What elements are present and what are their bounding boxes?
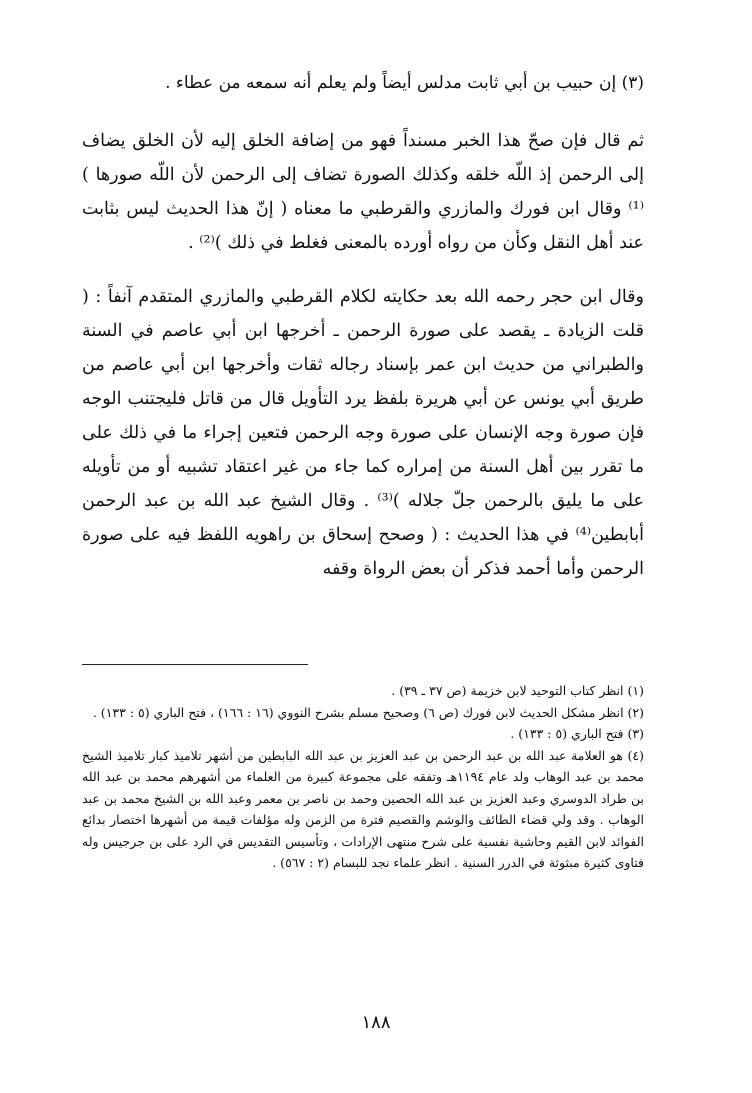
- footnote-separator: [82, 664, 308, 665]
- main-text: [82, 70, 644, 606]
- body-paragraph-1: ثم قال فإن صحّ هذا الخبر مسنداً فهو من إضافة الخلق إليه لأن الخلق يضاف إلى الرحمن إذ اللّه خلقه وكذلك الصورة تضاف إلى الرحمن لأن اللّه صورها )⁽¹⁾ وقال ابن فورك والمازري والقرطبي ما معناه ( إنّ هذا الحديث ليس بثابت عند أهل النقل وكأن من رواه أورده بالمعنى فغلط في ذلك )⁽²⁾ .: [82, 131, 644, 253]
- footnote-2: (٢) انظر مشكل الحديث لابن فورك (ص ٦) وصحيح مسلم بشرح النووي (١٦ : ١٦٦) ، فتح الباري (٥ : ١٣٣) .: [92, 704, 644, 720]
- footnote-3: (٣) فتح الباري (٥ : ١٣٣) .: [510, 726, 644, 741]
- page-number: ١٨٨: [361, 1012, 391, 1033]
- carried-footnote: (٣) إن حبيب بن أبي ثابت مدلس أيضاً ولم يعلم أنه سمعه من عطاء .: [165, 73, 644, 93]
- footnote-1: (١) انظر كتاب التوحيد لابن خزيمة (ص ٣٧ ـ ٣٩) .: [391, 683, 644, 698]
- body-paragraph-2: وقال ابن حجر رحمه الله بعد حكايته لكلام القرطبي والمازري المتقدم آنفاً : ( قلت الزيادة ـ يقصد على صورة الرحمن ـ أخرجها ابن أبي عاصم في السنة والطبراني من حديث ابن عمر بإسناد رجاله ثقات وأخرجها ابن أبي عاصم من طريق أبي يونس عن أبي هريرة بلفظ يرد التأويل قال من قاتل فليجتنب الوجه فإن صورة وجه الإنسان على صورة وجه الرحمن فتعين إجراء ما في ذلك على ما تقرر بين أهل السنة من إمراره كما جاء من غير اعتقاد تشبيه أو من تأويله على ما يليق بالرحمن جلّ جلاله )⁽³⁾ . وقال الشيخ عبد الله بن عبد الرحمن أبابطين⁽⁴⁾ في هذا الحديث : ( وصحح إسحاق بن راهويه اللفظ فيه على صورة الرحمن وأما أحمد فذكر أن بعض الرواة وقفه: [82, 287, 644, 579]
- footnotes: [82, 680, 644, 874]
- footnote-4: (٤) هو العلامة عبد الله بن عبد الرحمن بن عبد العزيز بن عبد الله البابطين من أشهر تلاميذ كبار تلاميذ الشيخ محمد بن عبد الوهاب ولد عام ١١٩٤هـ وتفقه على مجموعة كبيرة من العلماء من أشهرهم محمد بن عبد الله بن طراد الدوسري وعبد العزيز بن عبد الله الحصين وحمد بن ناصر بن معمر وعبد الله بن الشيخ محمد بن عبد الوهاب . وقد ولي قضاء الطائف والوشم والقصيم فترة من الزمن وله مؤلفات قيمة من أشهرها اختصار بدائع الفوائد لابن القيم وحاشية نفسية على شرح منتهى الإرادات ، وتأسيس التقديس في الرد على بن جرجيس وله فتاوى كثيرة مبثوثة في الدرر السنية . انظر علماء نجد للبسام (٢ : ٥٦٧) .: [82, 747, 645, 870]
